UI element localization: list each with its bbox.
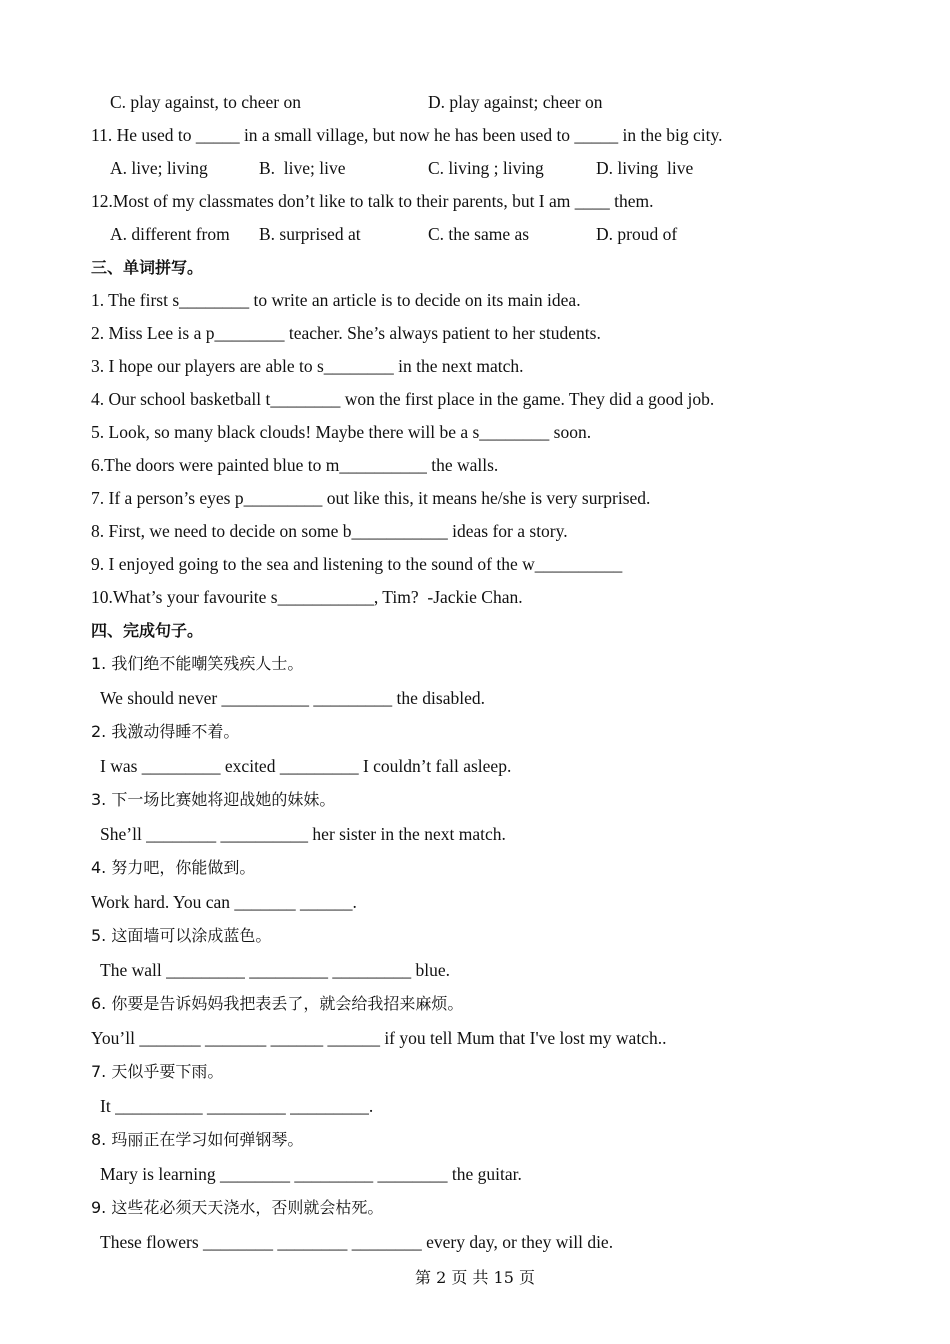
sentence-9-english: These flowers ________ ________ ________ every day, or they will die. [100,1232,614,1252]
sentence-3-english: She’ll ________ __________ her sister in the next match. [100,824,506,844]
section4-heading: 四、完成句子。 [91,621,204,640]
sentence-6-english: You’ll _______ _______ ______ ______ if you tell Mum that I've lost my watch.. [91,1028,667,1048]
page-number-footer: 第 2 页 共 15 页 [415,1268,535,1287]
q10-option-c: C. play against, to cheer on [110,92,301,112]
q12-option-a: A. different from [110,224,230,244]
q12-option-d: D. proud of [596,224,678,244]
sentence-2-chinese: 2. 我激动得睡不着。 [91,722,240,741]
sentence-6-chinese: 6. 你要是告诉妈妈我把表丢了，就会给我招来麻烦。 [91,994,464,1013]
q11-option-a: A. live; living [110,158,208,178]
spelling-item-3: 3. I hope our players are able to s________ in the next match. [91,356,524,376]
spelling-item-9: 9. I enjoyed going to the sea and listening to the sound of the w__________ [91,554,623,574]
sentence-4-english: Work hard. You can _______ ______. [91,892,357,912]
q10-option-d: D. play against; cheer on [428,92,603,112]
sentence-2-english: I was _________ excited _________ I couldn’t fall asleep. [100,756,512,776]
sentence-5-chinese: 5. 这面墙可以涂成蓝色。 [91,926,272,945]
spelling-item-10: 10.What’s your favourite s___________, Tim? -Jackie Chan. [91,587,523,607]
spelling-item-2: 2. Miss Lee is a p________ teacher. She’s always patient to her students. [91,323,601,343]
q12-option-c: C. the same as [428,224,530,244]
q11-option-b: B. live; live [259,158,346,178]
q11-option-c: C. living ; living [428,158,544,178]
sentence-5-english: The wall _________ _________ _________ blue. [100,960,450,980]
q11-stem: 11. He used to _____ in a small village, but now he has been used to _____ in the big city. [91,125,723,145]
sentence-1-chinese: 1. 我们绝不能嘲笑残疾人士。 [91,654,304,673]
sentence-7-chinese: 7. 天似乎要下雨。 [91,1062,224,1081]
q12-option-b: B. surprised at [259,224,361,244]
spelling-item-4: 4. Our school basketball t________ won the first place in the game. They did a good job. [91,389,715,409]
spelling-item-5: 5. Look, so many black clouds! Maybe there will be a s________ soon. [91,422,592,442]
sentence-1-english: We should never __________ _________ the disabled. [100,688,485,708]
section3-heading: 三、单词拼写。 [91,258,204,277]
sentence-9-chinese: 9. 这些花必须天天浇水，否则就会枯死。 [91,1198,384,1217]
sentence-8-chinese: 8. 玛丽正在学习如何弹钢琴。 [91,1130,304,1149]
sentence-7-english: It __________ _________ _________. [100,1096,374,1116]
spelling-item-8: 8. First, we need to decide on some b___________ ideas for a story. [91,521,568,541]
spelling-item-6: 6.The doors were painted blue to m__________ the walls. [91,455,499,475]
spelling-item-1: 1. The first s________ to write an article is to decide on its main idea. [91,290,581,310]
q12-stem: 12.Most of my classmates don’t like to talk to their parents, but I am ____ them. [91,191,654,211]
sentence-3-chinese: 3. 下一场比赛她将迎战她的妹妹。 [91,790,336,809]
q11-option-d: D. living live [596,158,694,178]
sentence-4-chinese: 4. 努力吧，你能做到。 [91,858,256,877]
spelling-item-7: 7. If a person’s eyes p_________ out like this, it means he/she is very surprised. [91,488,651,508]
sentence-8-english: Mary is learning ________ _________ ________ the guitar. [100,1164,522,1184]
